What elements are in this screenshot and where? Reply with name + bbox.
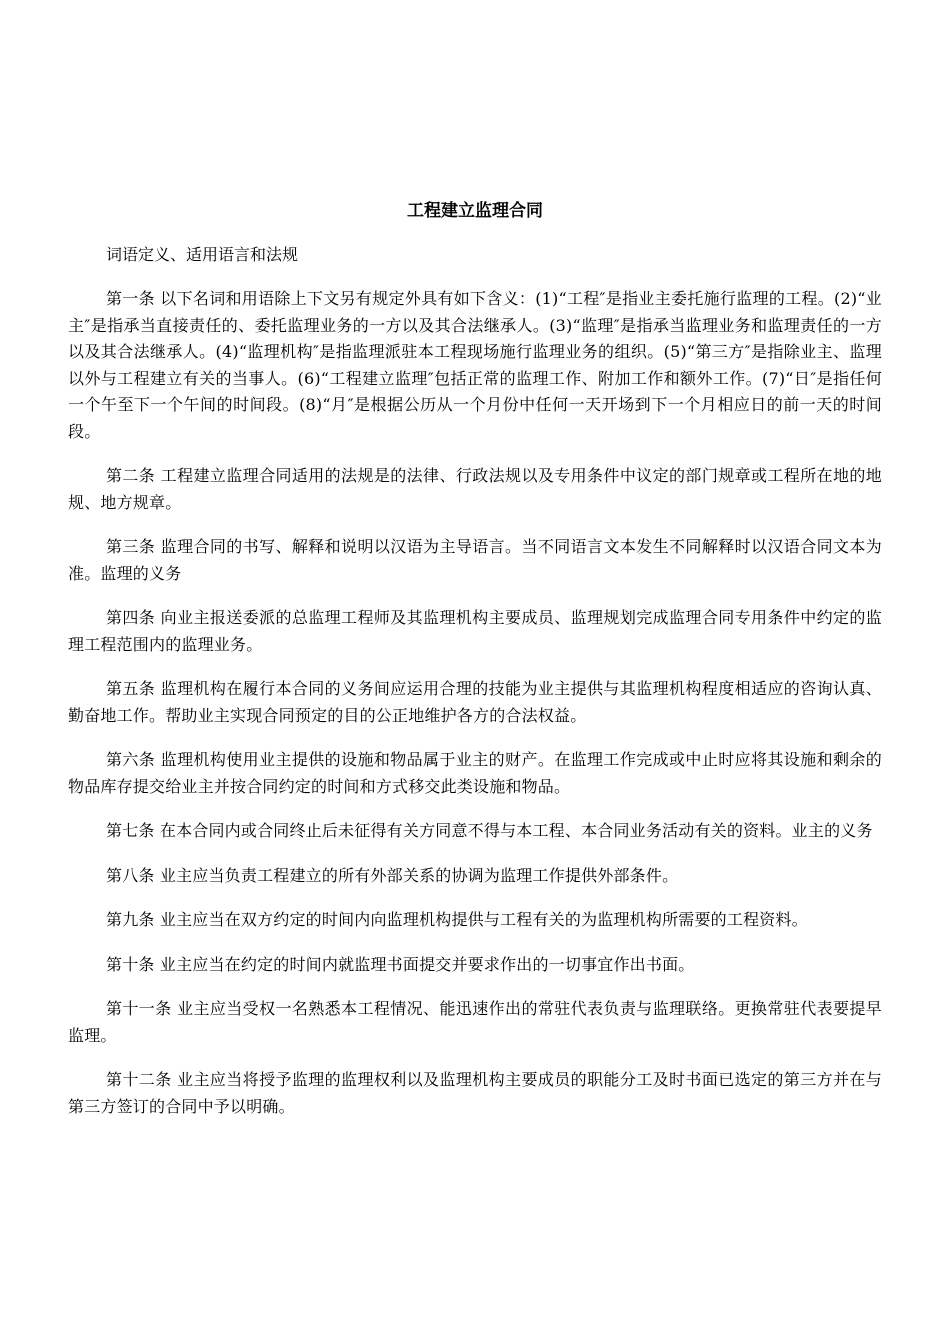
clause-11: 第十一条 业主应当受权一名熟悉本工程情况、能迅速作出的常驻代表负责与监理联络。更换常驻代表要提早监理。 xyxy=(68,999,882,1045)
clause-12: 第十二条 业主应当将授予监理的监理权利以及监理机构主要成员的职能分工及时书面已选定的第三方并在与第三方签订的合同中予以明确。 xyxy=(68,1070,882,1116)
document-page xyxy=(68,197,882,1138)
clause-5: 第五条 监理机构在履行本合同的义务间应运用合理的技能为业主提供与其监理机构程度相适应的咨询认真、勤奋地工作。帮助业主实现合同预定的目的公正地维护各方的合法权益。 xyxy=(68,679,882,725)
clause-3: 第三条 监理合同的书写、解释和说明以汉语为主导语言。当不同语言文本发生不同解释时以汉语合同文本为准。监理的义务 xyxy=(68,537,882,583)
clause-7: 第七条 在本合同内或合同终止后未征得有关方同意不得与本工程、本合同业务活动有关的资料。业主的义务 xyxy=(106,821,873,840)
clause-8: 第八条 业主应当负责工程建立的所有外部关系的协调为监理工作提供外部条件。 xyxy=(106,865,679,885)
clause-10: 第十条 业主应当在约定的时间内就监理书面提交并要求作出的一切事宜作出书面。 xyxy=(106,954,695,974)
clause-1: 第一条 以下名词和用语除上下文另有规定外具有如下含义：(1)“工程″是指业主委托施行监理的工程。(2)“业主″是指承当直接责任的、委托监理业务的一方以及其合法继承人。(3)“监理″是指承当监理业务和监理责任的一方以及其合法继承人。(4)“监理机构″是指监理派驻本工程现场施行监理业务的组织。(5)“第三方″是指除业主、监理以外与工程建立有关的当事人。(6)“工程建立监理″包括正常的监理工作、附加工作和额外工作。(7)“日″是指任何一个午至下一个午间的时间段。(8)“月″是根据公历从一个月份中任何一天开场到下一个月相应日的前一天的时间段。 xyxy=(68,289,882,441)
clause-4: 第四条 向业主报送委派的总监理工程师及其监理机构主要成员、监理规划完成监理合同专用条件中约定的监理工程范围内的监理业务。 xyxy=(68,608,882,654)
clause-2: 第二条 工程建立监理合同适用的法规是的法律、行政法规以及专用条件中议定的部门规章或工程所在地的地规、地方规章。 xyxy=(68,466,882,512)
clause-6: 第六条 监理机构使用业主提供的设施和物品属于业主的财产。在监理工作完成或中止时应将其设施和剩余的物品库存提交给业主并按合同约定的时间和方式移交此类设施和物品。 xyxy=(68,750,882,796)
section-heading: 词语定义、适用语言和法规 xyxy=(106,245,299,264)
clause-9: 第九条 业主应当在双方约定的时间内向监理机构提供与工程有关的为监理机构所需要的工程资料。 xyxy=(106,910,808,929)
document-title: 工程建立监理合同 xyxy=(407,201,543,221)
